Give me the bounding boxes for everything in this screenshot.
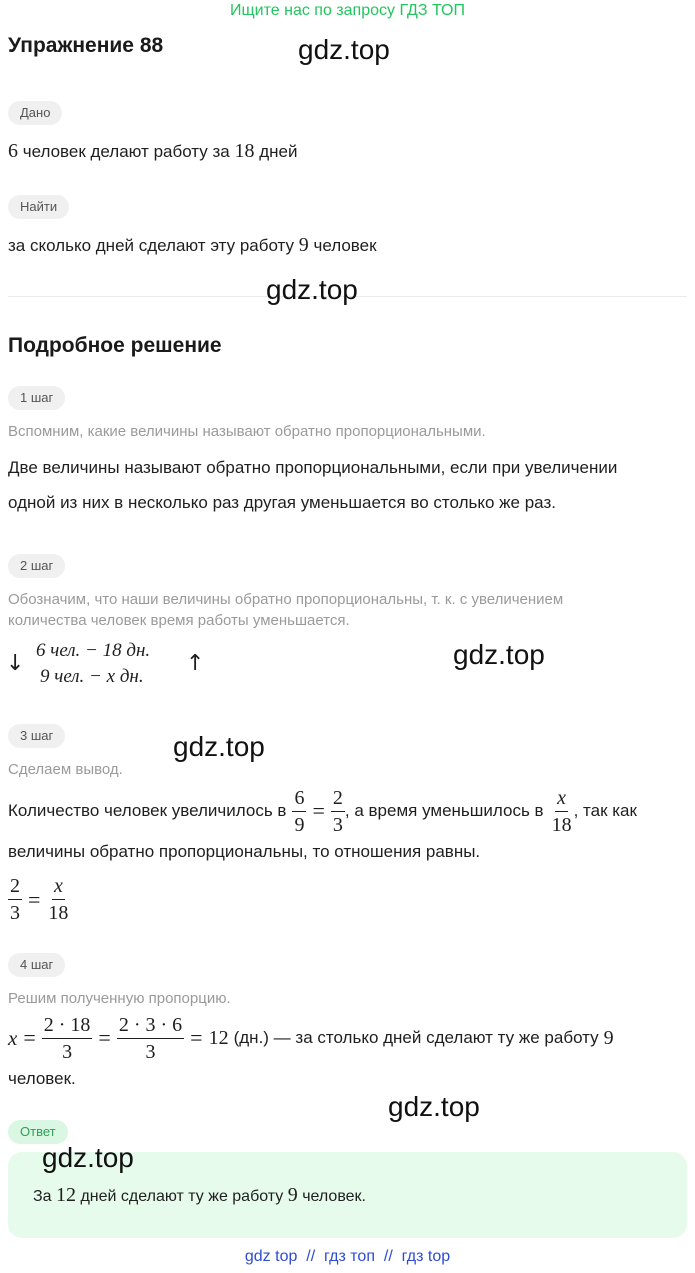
fraction-denominator: 3 <box>10 902 20 924</box>
step3-text-part1: Количество человек увеличилось в <box>8 801 287 820</box>
given-text-part1: человек делают работу за <box>22 142 230 161</box>
step4-hint: Решим полученную пропорцию. <box>8 990 231 1007</box>
answer-text-part2: дней сделают ту же работу <box>80 1188 284 1205</box>
answer-number-days: 12 <box>56 1184 77 1206</box>
watermark: gdz.top <box>453 639 545 670</box>
step3-text-part2: , а время уменьшилось в <box>344 801 544 820</box>
answer-number-people: 9 <box>287 1184 298 1206</box>
answer-label: Ответ <box>8 1120 68 1144</box>
watermark: gdz.top <box>266 274 358 305</box>
answer-text <box>33 1184 366 1207</box>
step2-scheme-row1: 6 чел. − 18 дн. <box>36 640 151 661</box>
step3-line2: величины обратно пропорциональны, то отношения равны. <box>8 842 481 861</box>
top-banner[interactable]: Ищите нас по запросу ГДЗ ТОП <box>230 2 465 19</box>
step1-line2: одной из них в несколько раз другая уменьшается во столько же раз. <box>8 493 556 512</box>
given-number-people: 6 <box>8 140 18 162</box>
equals-sign: = <box>312 798 325 823</box>
result-number: 12 <box>208 1026 229 1049</box>
fraction-numerator: 2 <box>8 874 22 900</box>
arrow-down-icon: ↓ <box>6 651 25 676</box>
step2-label: 2 шаг <box>8 554 65 578</box>
fraction-numerator: 6 <box>292 786 306 812</box>
fraction-x-18 <box>550 786 574 837</box>
watermark: gdz.top <box>173 731 265 762</box>
step4-badge <box>8 953 65 977</box>
given-number-days: 18 <box>234 140 255 162</box>
answer-text-part3: человек. <box>302 1188 366 1205</box>
answer-badge <box>8 1120 68 1144</box>
find-label: Найти <box>8 195 69 219</box>
fraction-numerator: x <box>52 874 65 900</box>
step4-line2: человек. <box>8 1069 76 1088</box>
step4-label: 4 шаг <box>8 953 65 977</box>
step1-label: 1 шаг <box>8 386 65 410</box>
equals-sign: = <box>190 1025 203 1050</box>
fraction-2x18-3 <box>42 1013 93 1064</box>
step3-line1 <box>8 784 637 838</box>
watermark: gdz.top <box>388 1091 480 1122</box>
fraction-x-18 <box>46 874 70 925</box>
fraction-denominator: 3 <box>145 1040 156 1063</box>
equals-sign: = <box>98 1025 111 1050</box>
arrow-up-icon: ↑ <box>186 651 205 676</box>
watermark: gdz.top <box>298 34 390 65</box>
fraction-6-9 <box>292 786 306 837</box>
fraction-denominator: 3 <box>62 1040 73 1063</box>
fraction-numerator: x <box>555 786 568 812</box>
given-text <box>8 140 297 163</box>
step4-number-people: 9 <box>603 1026 614 1049</box>
step3-badge <box>8 724 65 748</box>
fraction-2-3 <box>8 874 22 925</box>
fraction-numerator: 2 · 3 · 6 <box>117 1013 184 1039</box>
page-title: Упражнение 88 <box>8 34 164 57</box>
step4-text-part1: (дн.) — за столько дней сделают ту же работу <box>233 1028 599 1047</box>
watermark: gdz.top <box>42 1142 134 1173</box>
step1-badge <box>8 386 65 410</box>
step2-scheme-row2: 9 чел. − x дн. <box>40 666 144 687</box>
given-label: Дано <box>8 101 62 125</box>
proportion <box>8 874 70 925</box>
variable-x: x <box>8 1025 18 1050</box>
given-badge <box>8 101 62 125</box>
fraction-denominator: 18 <box>48 902 69 924</box>
step4-line1 <box>8 1011 614 1065</box>
equals-sign: = <box>28 886 41 912</box>
step2-hint-line1: Обозначим, что наши величины обратно пропорциональны, т. к. с увеличением <box>8 591 564 608</box>
find-text-part1: за сколько дней сделают эту работу <box>8 236 295 255</box>
find-badge <box>8 195 69 219</box>
fraction-2x3x6-3 <box>117 1013 184 1064</box>
footer-links[interactable]: gdz top // гдз топ // гдз top <box>244 1248 451 1265</box>
find-number-people: 9 <box>298 234 309 256</box>
given-text-part2: дней <box>259 142 298 161</box>
fraction-denominator: 9 <box>294 813 305 836</box>
fraction-denominator: 3 <box>332 813 343 836</box>
fraction-denominator: 18 <box>551 813 572 836</box>
step2-hint-line2: количества человек время работы уменьшается. <box>8 612 350 629</box>
solution-title: Подробное решение <box>8 334 222 357</box>
step1-line1: Две величины называют обратно пропорциональными, если при увеличении <box>8 458 618 477</box>
step1-hint: Вспомним, какие величины называют обратно пропорциональными. <box>8 423 486 440</box>
find-text <box>8 234 377 257</box>
fraction-numerator: 2 <box>331 786 345 812</box>
step3-label: 3 шаг <box>8 724 65 748</box>
fraction-numerator: 2 · 18 <box>42 1013 93 1039</box>
step3-text-part3: , так как <box>573 801 637 820</box>
fraction-2-3 <box>331 786 345 837</box>
answer-text-part1: За <box>33 1188 52 1205</box>
step3-hint: Сделаем вывод. <box>8 761 123 778</box>
find-text-part2: человек <box>313 236 377 255</box>
step2-badge <box>8 554 65 578</box>
equals-sign: = <box>23 1025 36 1050</box>
